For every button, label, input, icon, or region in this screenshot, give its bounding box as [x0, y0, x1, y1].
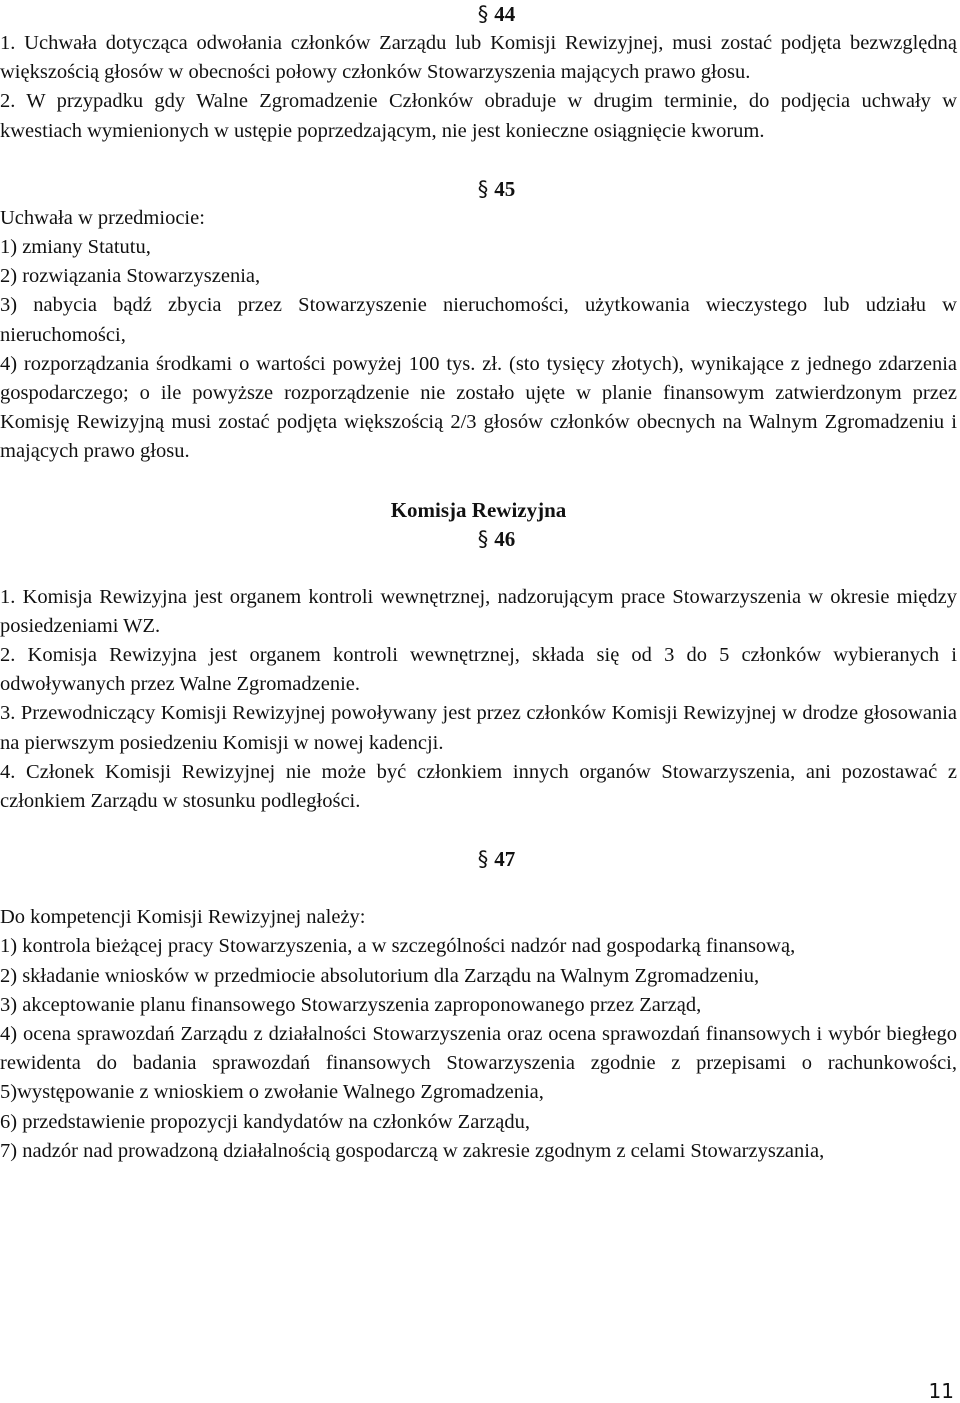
s46-paragraph-1: 1. Komisja Rewizyjna jest organem kontroli wewnętrznej, nadzorującym prace Stowarzyszenia w okresie między posiedzeniami WZ. — [0, 585, 957, 637]
s45-item-2: 2) rozwiązania Stowarzyszenia, — [0, 265, 261, 288]
section-sign: § — [477, 2, 489, 26]
section-sign: § — [477, 847, 489, 872]
s44-paragraph-1: 1. Uchwała dotycząca odwołania członków Zarządu lub Komisji Rewizyjnej, musi zostać podjęta bezwzględną większością głosów w obecności połowy członków Stowarzyszenia mających prawo głosu. — [0, 32, 957, 84]
s44-paragraph-2: 2. W przypadku gdy Walne Zgromadzenie Członków obraduje w drugim terminie, do podjęcia uchwały w kwestiach wymienionych w ustępie poprzedzającym, nie jest konieczne osiągnięcie kworum. — [0, 90, 957, 142]
section-47-heading — [0, 845, 957, 874]
spacer — [0, 146, 957, 175]
section-number: 47 — [494, 847, 516, 872]
s47-item-2: 2) składanie wniosków w przedmiocie absolutorium dla Zarządu na Walnym Zgromadzeniu, — [0, 964, 760, 987]
spacer — [0, 467, 957, 496]
spacer — [0, 874, 957, 903]
spacer — [0, 554, 957, 583]
section-44-heading — [0, 0, 957, 29]
s47-item-3: 3) akceptowanie planu finansowego Stowarzyszenia zaproponowanego przez Zarząd, — [0, 993, 702, 1016]
section-46-heading — [0, 525, 957, 554]
section-number: 44 — [494, 2, 516, 26]
section-number: 46 — [494, 526, 516, 551]
s45-item-3: 3) nabycia bądź zbycia przez Stowarzyszenie nieruchomości, użytkowania wieczystego lub udziału w nieruchomości, — [0, 294, 957, 346]
section-45-heading — [0, 175, 957, 204]
s47-item-6: 6) przedstawienie propozycji kandydatów na członków Zarządu, — [0, 1110, 530, 1133]
spacer — [0, 816, 957, 845]
s47-item-1: 1) kontrola bieżącej pracy Stowarzyszenia, a w szczególności nadzór nad gospodarką finansową, — [0, 935, 796, 958]
s45-item-4: 4) rozporządzania środkami o wartości powyżej 100 tys. zł. (sto tysięcy złotych), wynikające z jednego zdarzenia gospodarczego; o ile powyższe rozporządzenie nie zostało ujęte w planie finansowym zatwierdzonym przez Komisję Rewizyjną musi zostać podjęta większością 2/3 głosów członków obecnych na Walnym Zgromadzeniu i mających prawo głosu. — [0, 352, 957, 463]
section-sign: § — [477, 176, 489, 201]
s45-intro: Uchwała w przedmiocie: — [0, 206, 205, 229]
s46-paragraph-4: 4. Członek Komisji Rewizyjnej nie może być członkiem innych organów Stowarzyszenia, ani pozostawać z członkiem Zarządu w stosunku podległości. — [0, 760, 957, 813]
section-number: 45 — [494, 176, 516, 201]
s47-intro: Do kompetencji Komisji Rewizyjnej należy: — [0, 906, 366, 929]
s47-item-4: 4) ocena sprawozdań Zarządu z działalności Stowarzyszenia oraz ocena sprawozdań finansowych i wybór biegłego rewidenta do badania sprawozdań finansowych Stowarzyszenia zgodnie z przepisami o rachunkowości, 5)występowanie z wnioskiem o zwołanie Walnego Zgromadzenia, — [0, 1023, 957, 1104]
s46-paragraph-3: 3. Przewodniczący Komisji Rewizyjnej powoływany jest przez członków Komisji Rewizyjnej w drodze głosowania na pierwszym posiedzeniu Komisji w nowej kadencji. — [0, 702, 957, 754]
s47-item-7: 7) nadzór nad prowadzoną działalnością gospodarczą w zakresie zgodnym z celami Stowarzyszania, — [0, 1139, 825, 1162]
section-sign: § — [477, 526, 489, 551]
s46-paragraph-2: 2. Komisja Rewizyjna jest organem kontroli wewnętrznej, składa się od 3 do 5 członków wybieranych i odwoływanych przez Walne Zgromadzenie. — [0, 644, 957, 696]
komisja-rewizyjna-title: Komisja Rewizyjna — [390, 497, 567, 522]
page-number: 11 — [928, 1379, 954, 1403]
s45-item-1: 1) zmiany Statutu, — [0, 236, 151, 259]
